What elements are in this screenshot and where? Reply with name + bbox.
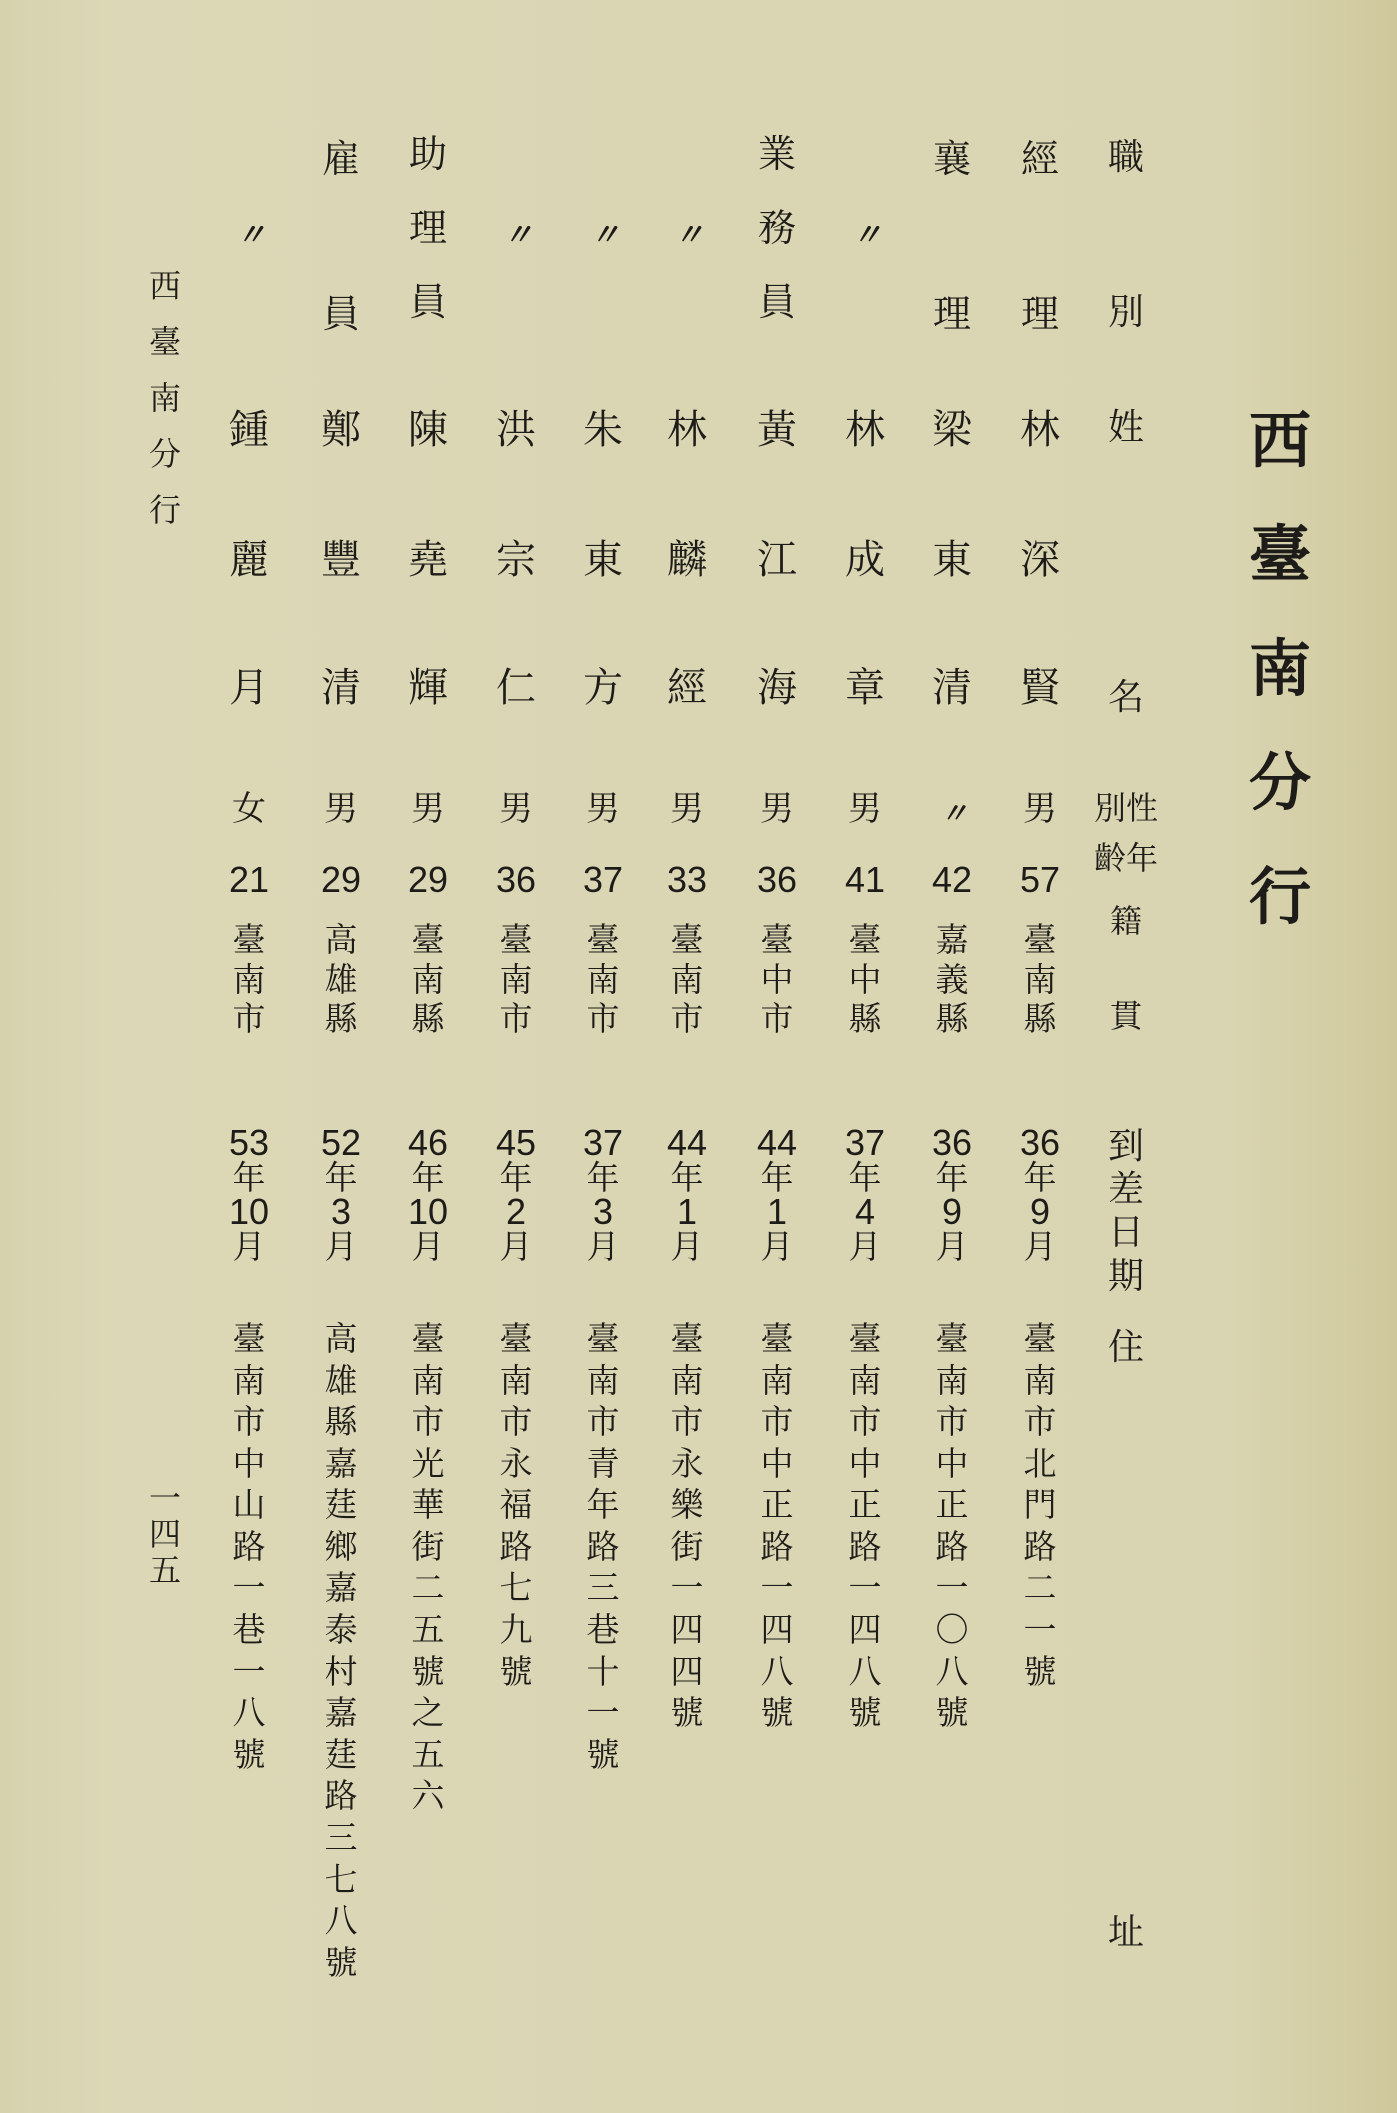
name-char: 梁 — [932, 407, 972, 453]
name-char: 清 — [932, 665, 972, 711]
sex: 男 — [586, 789, 620, 829]
age: 33 — [666, 859, 708, 900]
name-char: 方 — [583, 665, 623, 711]
page-title — [1240, 404, 1320, 980]
header-name-2: 名 — [1107, 677, 1144, 718]
address: 臺 南 市 中 山 路 一 巷 一 八 號 — [232, 1319, 266, 1774]
char: 臺 — [1248, 518, 1311, 591]
age: 41 — [844, 859, 886, 900]
sex: 男 — [1023, 789, 1057, 829]
sex: 女 — [232, 789, 266, 829]
char: 五 — [148, 1551, 181, 1589]
name-char: 林 — [667, 407, 707, 453]
position-ditto: 〃 — [852, 218, 878, 253]
name-char: 章 — [845, 665, 885, 711]
name-char: 麟 — [667, 537, 707, 583]
age: 36 — [756, 859, 798, 900]
age: 36 — [495, 859, 537, 900]
name-char: 豐 — [321, 537, 361, 583]
arrival-date: 36 年 9 月 — [931, 1122, 973, 1266]
arrival-date: 36 年 9 月 — [1019, 1122, 1061, 1266]
name-char: 江 — [757, 537, 797, 583]
name-char: 海 — [757, 665, 797, 711]
name-char: 東 — [932, 537, 972, 583]
header-arrival-date — [1096, 1125, 1156, 1298]
name-char: 洪 — [496, 407, 536, 453]
name-char: 朱 — [583, 407, 623, 453]
header-position: 職 — [1107, 137, 1144, 178]
name-char: 鄭 — [321, 407, 361, 453]
char: 四 — [148, 1515, 181, 1553]
name-char: 深 — [1020, 537, 1060, 583]
native-place: 臺 南 縣 — [411, 920, 445, 1039]
name-char: 林 — [1020, 407, 1060, 453]
header-native-place: 籍 — [1109, 902, 1142, 940]
address: 臺 南 市 永 福 路 七 九 號 — [499, 1319, 533, 1691]
position-ditto: 〃 — [590, 218, 616, 253]
arrival-date: 44 年 1 月 — [756, 1122, 798, 1266]
address: 臺 南 市 中 正 路 一 四 八 號 — [848, 1319, 882, 1733]
age: 42 — [931, 859, 973, 900]
position-ditto: 〃 — [503, 218, 529, 253]
char: 期 — [1107, 1255, 1144, 1297]
position: 襄 — [932, 137, 971, 181]
sex: 男 — [499, 789, 533, 829]
char: 西 — [1248, 404, 1311, 477]
name-char: 清 — [321, 665, 361, 711]
char: 一 — [148, 1479, 181, 1517]
native-place: 嘉 義 縣 — [935, 920, 969, 1039]
native-place: 臺 南 市 — [232, 920, 266, 1039]
char: 臺 — [148, 323, 181, 361]
native-place: 臺 中 縣 — [848, 920, 882, 1039]
name-char: 賢 — [1020, 665, 1060, 711]
address: 臺 南 市 中 正 路 一 四 八 號 — [760, 1319, 794, 1733]
name-char: 陳 — [408, 407, 448, 453]
name-char: 麗 — [229, 537, 269, 583]
arrival-date: 37 年 3 月 — [582, 1122, 624, 1266]
char: 到 — [1107, 1126, 1144, 1167]
name-char: 輝 — [408, 665, 448, 711]
char: 南 — [1248, 632, 1311, 705]
char: 南 — [148, 379, 181, 417]
position: 助 理 員 — [408, 132, 447, 324]
name-char: 仁 — [496, 665, 536, 711]
arrival-date: 46 年 10 月 — [407, 1122, 449, 1266]
sex: 男 — [411, 789, 445, 829]
name-char: 成 — [845, 537, 885, 583]
age: 29 — [407, 859, 449, 900]
name-char: 宗 — [496, 537, 536, 583]
position-2: 理 — [1020, 292, 1059, 336]
age: 21 — [228, 859, 270, 900]
age: 57 — [1019, 859, 1061, 900]
name-char: 東 — [583, 537, 623, 583]
native-place: 臺 南 市 — [586, 920, 620, 1039]
char: 西 — [148, 267, 181, 305]
address: 臺 南 市 永 樂 街 一 四 四 號 — [670, 1319, 704, 1733]
running-header — [140, 267, 190, 550]
arrival-date: 53 年 10 月 — [228, 1122, 270, 1266]
sex: 男 — [760, 789, 794, 829]
position-ditto: 〃 — [236, 218, 262, 253]
position-2: 理 — [932, 292, 971, 336]
position: 雇 — [321, 137, 360, 181]
header-name: 姓 — [1107, 407, 1144, 448]
position: 業 務 員 — [757, 132, 796, 324]
native-place: 臺 南 市 — [499, 920, 533, 1039]
name-char: 鍾 — [229, 407, 269, 453]
age: 29 — [320, 859, 362, 900]
header-native-place-2: 貫 — [1109, 997, 1142, 1035]
sex: 男 — [324, 789, 358, 829]
sex: 男 — [670, 789, 704, 829]
address: 臺 南 市 青 年 路 三 巷 十 一 號 — [586, 1319, 620, 1774]
native-place: 臺 中 市 — [760, 920, 794, 1039]
position: 經 — [1020, 137, 1059, 181]
name-char: 經 — [667, 665, 707, 711]
sex: 〃 — [939, 797, 964, 830]
address: 高 雄 縣 嘉 莛 鄉 嘉 泰 村 嘉 莛 路 三 七 八 號 — [324, 1319, 358, 1982]
address: 臺 南 市 北 門 路 二 一 號 — [1023, 1319, 1057, 1691]
page-number — [140, 1479, 190, 1590]
native-place: 臺 南 市 — [670, 920, 704, 1039]
header-sex-age: 別 性 齡 年 — [1093, 789, 1159, 877]
char: 分 — [148, 435, 181, 473]
name-char: 月 — [229, 665, 269, 711]
char: 差 — [1107, 1169, 1144, 1211]
name-char: 林 — [845, 407, 885, 453]
char: 行 — [1248, 860, 1311, 933]
header-address-2: 址 — [1107, 1912, 1144, 1953]
name-char: 堯 — [408, 537, 448, 583]
position-ditto: 〃 — [674, 218, 700, 253]
arrival-date: 52 年 3 月 — [320, 1122, 362, 1266]
sex: 男 — [848, 789, 882, 829]
arrival-date: 45 年 2 月 — [495, 1122, 537, 1266]
name-char: 黃 — [757, 407, 797, 453]
native-place: 臺 南 縣 — [1023, 920, 1057, 1039]
char: 日 — [1107, 1212, 1144, 1254]
char: 分 — [1248, 746, 1311, 819]
header-position-2: 別 — [1107, 292, 1144, 333]
address: 臺 南 市 中 正 路 一 〇 八 號 — [935, 1319, 969, 1733]
char: 行 — [148, 491, 181, 529]
position-2: 員 — [321, 292, 360, 336]
arrival-date: 37 年 4 月 — [844, 1122, 886, 1266]
age: 37 — [582, 859, 624, 900]
arrival-date: 44 年 1 月 — [666, 1122, 708, 1266]
address: 臺 南 市 光 華 街 二 五 號 之 五 六 — [411, 1319, 445, 1816]
native-place: 高 雄 縣 — [324, 920, 358, 1039]
header-address: 住 — [1107, 1327, 1144, 1368]
